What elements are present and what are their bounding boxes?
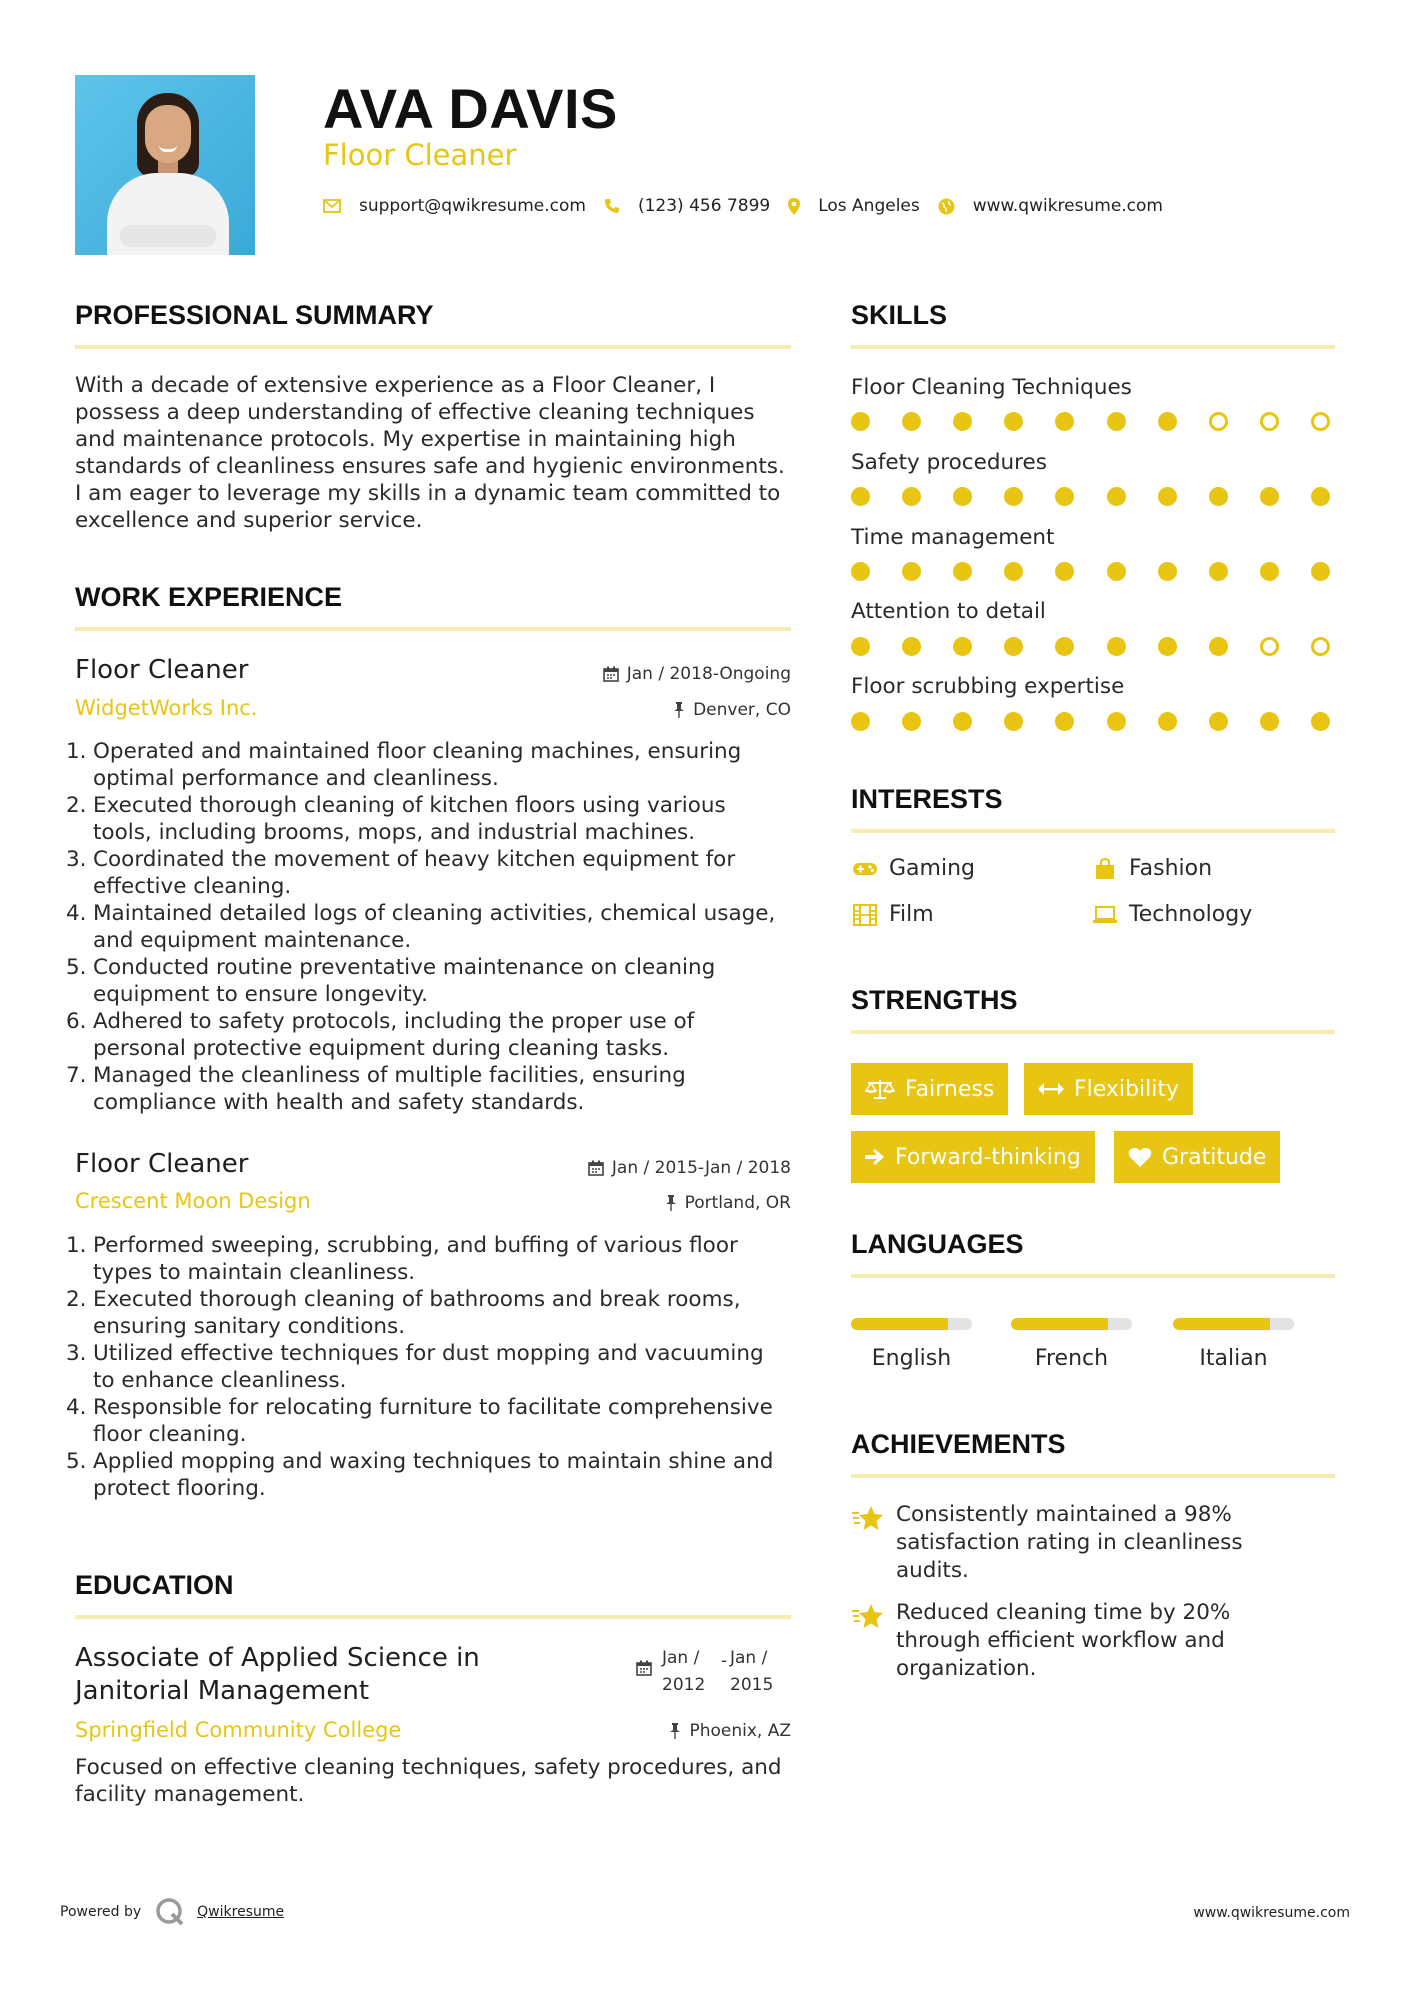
list-item: 5. Applied mopping and waxing techniques to maintain shine and protect flooring. bbox=[66, 1449, 774, 1501]
skill-dot-filled bbox=[1107, 637, 1126, 656]
skill-dot-filled bbox=[953, 712, 972, 731]
skill-name: Time management bbox=[851, 525, 1055, 550]
globe-icon bbox=[938, 198, 955, 215]
list-item: 1. Performed sweeping, scrubbing, and buffing of various floor types to maintain cleanliness. bbox=[66, 1233, 738, 1285]
skill-dot-filled bbox=[1107, 487, 1126, 506]
edu-date-separator: - bbox=[721, 1651, 728, 1671]
language-name: Italian bbox=[1199, 1346, 1268, 1371]
language-level-fill bbox=[851, 1318, 948, 1330]
skill-dot-filled bbox=[1055, 487, 1074, 506]
footer-url[interactable]: www.qwikresume.com bbox=[1193, 1905, 1350, 1921]
interest-item: Gaming bbox=[851, 856, 975, 881]
list-item: 1. Operated and maintained floor cleaning machines, ensuring optimal performance and cleanliness. bbox=[66, 739, 742, 791]
edu-location bbox=[669, 1721, 791, 1741]
skill-dot-empty bbox=[1311, 412, 1330, 431]
envelope-icon bbox=[323, 199, 341, 213]
contact-bar bbox=[323, 196, 1181, 216]
calendar-icon bbox=[636, 1660, 652, 1680]
profile-photo bbox=[75, 75, 255, 255]
skill-dot-filled bbox=[953, 637, 972, 656]
job-bullets bbox=[66, 1232, 786, 1502]
qwikresume-link[interactable]: Qwikresume bbox=[197, 1904, 285, 1920]
star-award-icon bbox=[851, 1601, 885, 1633]
skill-dot-filled bbox=[902, 637, 921, 656]
school-name: Springfield Community College bbox=[75, 1718, 402, 1742]
languages-divider bbox=[851, 1274, 1335, 1278]
calendar-icon bbox=[588, 1160, 604, 1176]
skill-dot-filled bbox=[1004, 412, 1023, 431]
arrows-horizontal-icon bbox=[1038, 1082, 1064, 1096]
skill-rating bbox=[851, 712, 1335, 732]
heart-icon bbox=[1128, 1146, 1152, 1168]
candidate-name: AVA DAVIS bbox=[323, 77, 618, 140]
job-date-text: Jan / 2018-Ongoing bbox=[626, 664, 791, 684]
skill-dot-filled bbox=[1158, 412, 1177, 431]
list-item: 3. Utilized effective techniques for dust mopping and vacuuming to enhance cleanliness. bbox=[66, 1341, 764, 1393]
strengths-divider bbox=[851, 1030, 1335, 1034]
skill-dot-filled bbox=[1158, 712, 1177, 731]
summary-text: With a decade of extensive experience as a Floor Cleaner, I possess a deep understanding of effective cleaning techniques and maintenance protocols. My expertise in maintaining high standards of cleanliness ensures safe and hygienic environments. I am eager to leverage my skills in a dynamic team committed to excellence and superior service. bbox=[75, 373, 785, 533]
skill-dot-filled bbox=[1055, 712, 1074, 731]
skill-dot-filled bbox=[902, 487, 921, 506]
skill-dot-empty bbox=[1260, 637, 1279, 656]
skill-dot-filled bbox=[1209, 712, 1228, 731]
edu-location-text: Phoenix, AZ bbox=[689, 1721, 791, 1741]
job-location-text: Portland, OR bbox=[684, 1193, 791, 1213]
skill-dot-filled bbox=[902, 562, 921, 581]
language-name: English bbox=[871, 1346, 952, 1371]
shopping-bag-icon bbox=[1091, 858, 1119, 880]
job-location-text: Denver, CO bbox=[693, 700, 791, 720]
skill-dot-filled bbox=[1004, 637, 1023, 656]
qwikresume-logo-icon bbox=[155, 1897, 185, 1927]
arrow-right-icon bbox=[865, 1148, 885, 1166]
list-item: 6. Adhered to safety protocols, including the proper use of personal protective equipment during cleaning tasks. bbox=[66, 1009, 695, 1061]
skill-dot-empty bbox=[1260, 412, 1279, 431]
skill-rating bbox=[851, 487, 1335, 507]
list-item: 2. Executed thorough cleaning of bathrooms and break rooms, ensuring sanitary conditions. bbox=[66, 1287, 741, 1339]
skill-name: Safety procedures bbox=[851, 450, 1047, 475]
summary-heading: PROFESSIONAL SUMMARY bbox=[75, 300, 434, 330]
skill-dot-filled bbox=[1107, 562, 1126, 581]
star-award-icon bbox=[851, 1503, 885, 1535]
footer-powered-by bbox=[60, 1897, 284, 1927]
phone-number[interactable]: (123) 456 7899 bbox=[637, 196, 771, 216]
job-location bbox=[665, 1193, 791, 1213]
email-link[interactable]: support@qwikresume.com bbox=[359, 196, 586, 216]
education-divider bbox=[75, 1615, 791, 1619]
language-level-fill bbox=[1011, 1318, 1108, 1330]
list-item: 4. Maintained detailed logs of cleaning activities, chemical usage, and equipment maintenance. bbox=[66, 901, 776, 953]
skill-dot-filled bbox=[1004, 487, 1023, 506]
list-item: 3. Coordinated the movement of heavy kitchen equipment for effective cleaning. bbox=[66, 847, 736, 899]
interest-item: Film bbox=[851, 902, 934, 927]
skill-rating bbox=[851, 637, 1335, 657]
skill-dot-filled bbox=[1158, 562, 1177, 581]
achievement-item: Reduced cleaning time by 20% through efficient workflow and organization. bbox=[851, 1599, 1321, 1689]
skill-dot-filled bbox=[851, 487, 870, 506]
skill-dot-filled bbox=[1311, 562, 1330, 581]
skill-dot-filled bbox=[1260, 562, 1279, 581]
skill-dot-filled bbox=[902, 412, 921, 431]
interests-divider bbox=[851, 829, 1335, 833]
strength-chip: Gratitude bbox=[1114, 1131, 1280, 1183]
skill-dot-filled bbox=[1004, 562, 1023, 581]
language-level-bar bbox=[1011, 1318, 1132, 1330]
skill-dot-filled bbox=[1209, 562, 1228, 581]
language-level-bar bbox=[851, 1318, 972, 1330]
skill-dot-filled bbox=[1260, 712, 1279, 731]
laptop-icon bbox=[1091, 904, 1119, 926]
skill-dot-filled bbox=[1004, 712, 1023, 731]
interest-item: Fashion bbox=[1091, 856, 1212, 881]
language-name: French bbox=[1034, 1346, 1109, 1371]
list-item: 2. Executed thorough cleaning of kitchen floors using various tools, including brooms, mops, and industrial machines. bbox=[66, 793, 726, 845]
map-marker-icon bbox=[788, 198, 800, 215]
skill-dot-filled bbox=[1055, 562, 1074, 581]
language-level-fill bbox=[1173, 1318, 1270, 1330]
skill-dot-filled bbox=[902, 712, 921, 731]
skill-dot-filled bbox=[851, 562, 870, 581]
job-title: Floor Cleaner bbox=[75, 655, 249, 685]
skill-dot-filled bbox=[851, 412, 870, 431]
strength-chip: Fairness bbox=[851, 1063, 1008, 1115]
skill-dot-filled bbox=[953, 562, 972, 581]
skill-dot-filled bbox=[1055, 637, 1074, 656]
achievements-heading: ACHIEVEMENTS bbox=[851, 1429, 1066, 1459]
pin-icon bbox=[673, 702, 685, 718]
experience-divider bbox=[75, 627, 791, 631]
job-title: Floor Cleaner bbox=[75, 1149, 249, 1179]
experience-heading: WORK EXPERIENCE bbox=[75, 582, 343, 612]
skill-name: Attention to detail bbox=[851, 599, 1046, 624]
achievements-divider bbox=[851, 1474, 1335, 1478]
skill-dot-filled bbox=[851, 637, 870, 656]
gamepad-icon bbox=[851, 858, 879, 880]
edu-description: Focused on effective cleaning techniques, safety procedures, and facility management. bbox=[75, 1755, 782, 1807]
edu-date-end: Jan / 2015 bbox=[730, 1648, 774, 1695]
strength-chip: Flexibility bbox=[1024, 1063, 1193, 1115]
skill-dot-filled bbox=[953, 412, 972, 431]
website-link[interactable]: www.qwikresume.com bbox=[972, 196, 1163, 216]
list-item: 5. Conducted routine preventative maintenance on cleaning equipment to ensure longevity. bbox=[66, 955, 716, 1007]
skill-dot-filled bbox=[1209, 487, 1228, 506]
calendar-icon bbox=[603, 666, 619, 682]
skills-divider bbox=[851, 345, 1335, 349]
strength-chip: Forward-thinking bbox=[851, 1131, 1095, 1183]
skill-dot-filled bbox=[1107, 412, 1126, 431]
skills-heading: SKILLS bbox=[851, 300, 948, 330]
company-name: Crescent Moon Design bbox=[75, 1189, 311, 1213]
skill-dot-filled bbox=[1158, 487, 1177, 506]
skill-dot-filled bbox=[1311, 487, 1330, 506]
powered-by-label: Powered by bbox=[60, 1904, 142, 1920]
pin-icon bbox=[669, 1723, 681, 1739]
skill-dot-filled bbox=[1158, 637, 1177, 656]
skill-dot-filled bbox=[1055, 412, 1074, 431]
film-icon bbox=[851, 904, 879, 926]
skill-dot-filled bbox=[1260, 487, 1279, 506]
achievement-item: Consistently maintained a 98% satisfaction rating in cleanliness audits. bbox=[851, 1501, 1321, 1591]
interest-item: Technology bbox=[1091, 902, 1252, 927]
skill-dot-empty bbox=[1209, 412, 1228, 431]
balance-scale-icon bbox=[865, 1078, 895, 1100]
skill-dot-filled bbox=[1209, 637, 1228, 656]
skill-dot-filled bbox=[851, 712, 870, 731]
skill-name: Floor scrubbing expertise bbox=[851, 674, 1125, 699]
strengths-heading: STRENGTHS bbox=[851, 985, 1018, 1015]
job-location bbox=[673, 700, 791, 720]
job-date-text: Jan / 2015-Jan / 2018 bbox=[611, 1158, 791, 1178]
job-date bbox=[603, 664, 791, 684]
list-item: 4. Responsible for relocating furniture to facilitate comprehensive floor cleaning. bbox=[66, 1395, 773, 1447]
job-date bbox=[588, 1158, 791, 1178]
interests-heading: INTERESTS bbox=[851, 784, 1003, 814]
skill-rating bbox=[851, 412, 1335, 432]
skill-name: Floor Cleaning Techniques bbox=[851, 375, 1132, 400]
phone-icon bbox=[604, 198, 620, 214]
skill-dot-empty bbox=[1311, 637, 1330, 656]
summary-divider bbox=[75, 345, 791, 349]
job-bullets bbox=[66, 738, 786, 1116]
location-text: Los Angeles bbox=[818, 196, 920, 216]
skill-rating bbox=[851, 562, 1335, 582]
list-item: 7. Managed the cleanliness of multiple facilities, ensuring compliance with health and safety standards. bbox=[66, 1063, 686, 1115]
languages-heading: LANGUAGES bbox=[851, 1229, 1024, 1259]
company-name: WidgetWorks Inc. bbox=[75, 696, 258, 720]
language-level-bar bbox=[1173, 1318, 1294, 1330]
degree-title: Associate of Applied Science in Janitorial Management bbox=[75, 1643, 480, 1706]
skill-dot-filled bbox=[1311, 712, 1330, 731]
pin-icon bbox=[665, 1195, 677, 1211]
skill-dot-filled bbox=[953, 487, 972, 506]
skill-dot-filled bbox=[1107, 712, 1126, 731]
edu-date-start: Jan / 2012 bbox=[662, 1648, 706, 1695]
education-heading: EDUCATION bbox=[75, 1570, 234, 1600]
candidate-title: Floor Cleaner bbox=[323, 138, 517, 172]
